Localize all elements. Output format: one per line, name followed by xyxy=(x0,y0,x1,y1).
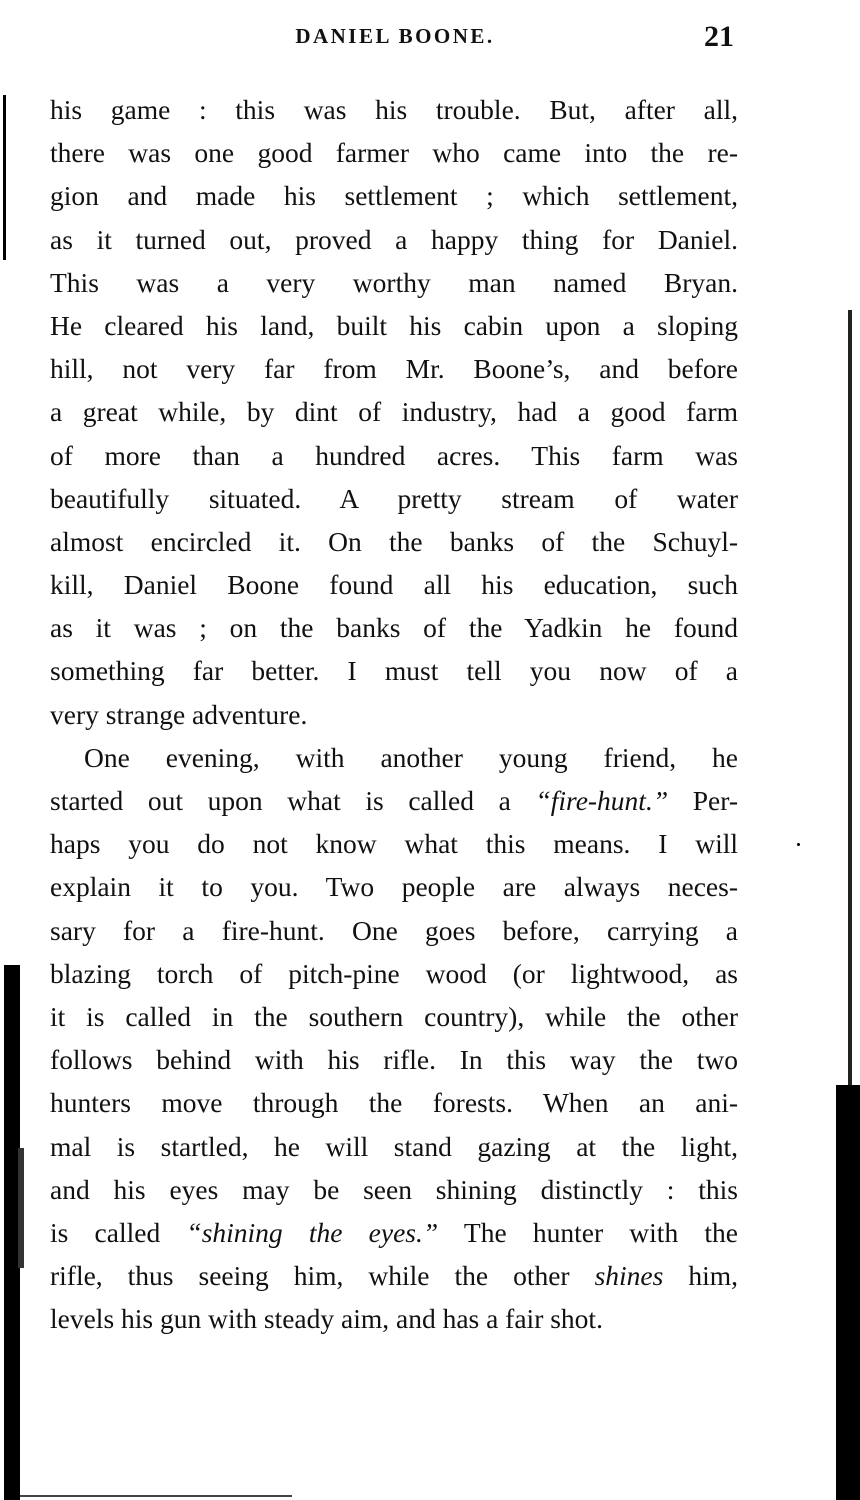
text-line: there was one good farmer who came into the re- xyxy=(50,137,738,169)
text-line: as it was ; on the banks of the Yadkin he found xyxy=(50,612,738,644)
page-number: 21 xyxy=(704,20,734,53)
text-line: kill, Daniel Boone found all his education, such xyxy=(50,569,738,601)
scan-edge-mark xyxy=(20,1495,292,1497)
text-line: and his eyes may be seen shining distinctly : this xyxy=(50,1173,738,1205)
text-line: explain it to you. Two people are always neces- xyxy=(50,871,738,903)
scan-edge-mark xyxy=(3,95,6,260)
scan-speck xyxy=(797,843,800,846)
text-run: The hunter with the xyxy=(463,1216,738,1248)
text-line: his game : this was his trouble. But, after all, xyxy=(50,94,738,125)
text-run: rifle, thus seeing him, while the other xyxy=(50,1260,570,1292)
text-line xyxy=(50,1211,738,1254)
text-line: mal is startled, he will stand gazing at the light, xyxy=(50,1130,738,1162)
running-title: DANIEL BOONE. xyxy=(295,24,495,48)
text-line: This was a very worthy man named Bryan. xyxy=(50,266,738,298)
italic-term: “fire-hunt.” xyxy=(535,785,669,816)
text-line: beautifully situated. A pretty stream of water xyxy=(50,482,738,514)
text-line: blazing torch of pitch-pine wood (or lightwood, as xyxy=(50,957,738,989)
binding-shadow xyxy=(18,1148,24,1268)
text-run: started out upon what is called a xyxy=(50,785,511,816)
text-line: levels his gun with steady aim, and has a fair shot. xyxy=(50,1303,603,1335)
scan-edge-mark xyxy=(848,310,852,1090)
text-line: sary for a fire-hunt. One goes before, carrying a xyxy=(50,914,738,946)
binding-shadow xyxy=(836,1085,860,1500)
text-line: gion and made his settlement ; which settlement, xyxy=(50,180,738,212)
text-line: something far better. I must tell you now of a xyxy=(50,655,738,687)
text-line: very strange adventure. xyxy=(50,698,308,730)
body-text xyxy=(50,88,738,1340)
text-line: haps you do not know what this means. I will xyxy=(50,828,738,860)
text-line xyxy=(50,1254,738,1297)
italic-term: shines xyxy=(594,1260,664,1292)
text-line: a great while, by dint of industry, had a good farm xyxy=(50,396,738,428)
text-line: hill, not very far from Mr. Boone’s, and before xyxy=(50,353,738,385)
text-run: him, xyxy=(688,1260,738,1292)
italic-term: “shining the eyes.” xyxy=(186,1216,439,1248)
running-header xyxy=(50,20,740,58)
text-line: almost encircled it. On the banks of the Schuyl- xyxy=(50,525,738,557)
text-line: One evening, with another young friend, he xyxy=(84,741,738,773)
text-line: of more than a hundred acres. This farm was xyxy=(50,439,738,471)
text-run: is called xyxy=(50,1216,161,1248)
text-line: He cleared his land, built his cabin upon a sloping xyxy=(50,309,738,341)
text-run: Per- xyxy=(692,785,739,816)
text-line: follows behind with his rifle. In this way the two xyxy=(50,1044,738,1076)
text-line: as it turned out, proved a happy thing for Daniel. xyxy=(50,223,738,255)
text-line xyxy=(50,779,738,822)
text-line: hunters move through the forests. When an ani- xyxy=(50,1087,738,1119)
text-line: it is called in the southern country), while the other xyxy=(50,1000,738,1032)
